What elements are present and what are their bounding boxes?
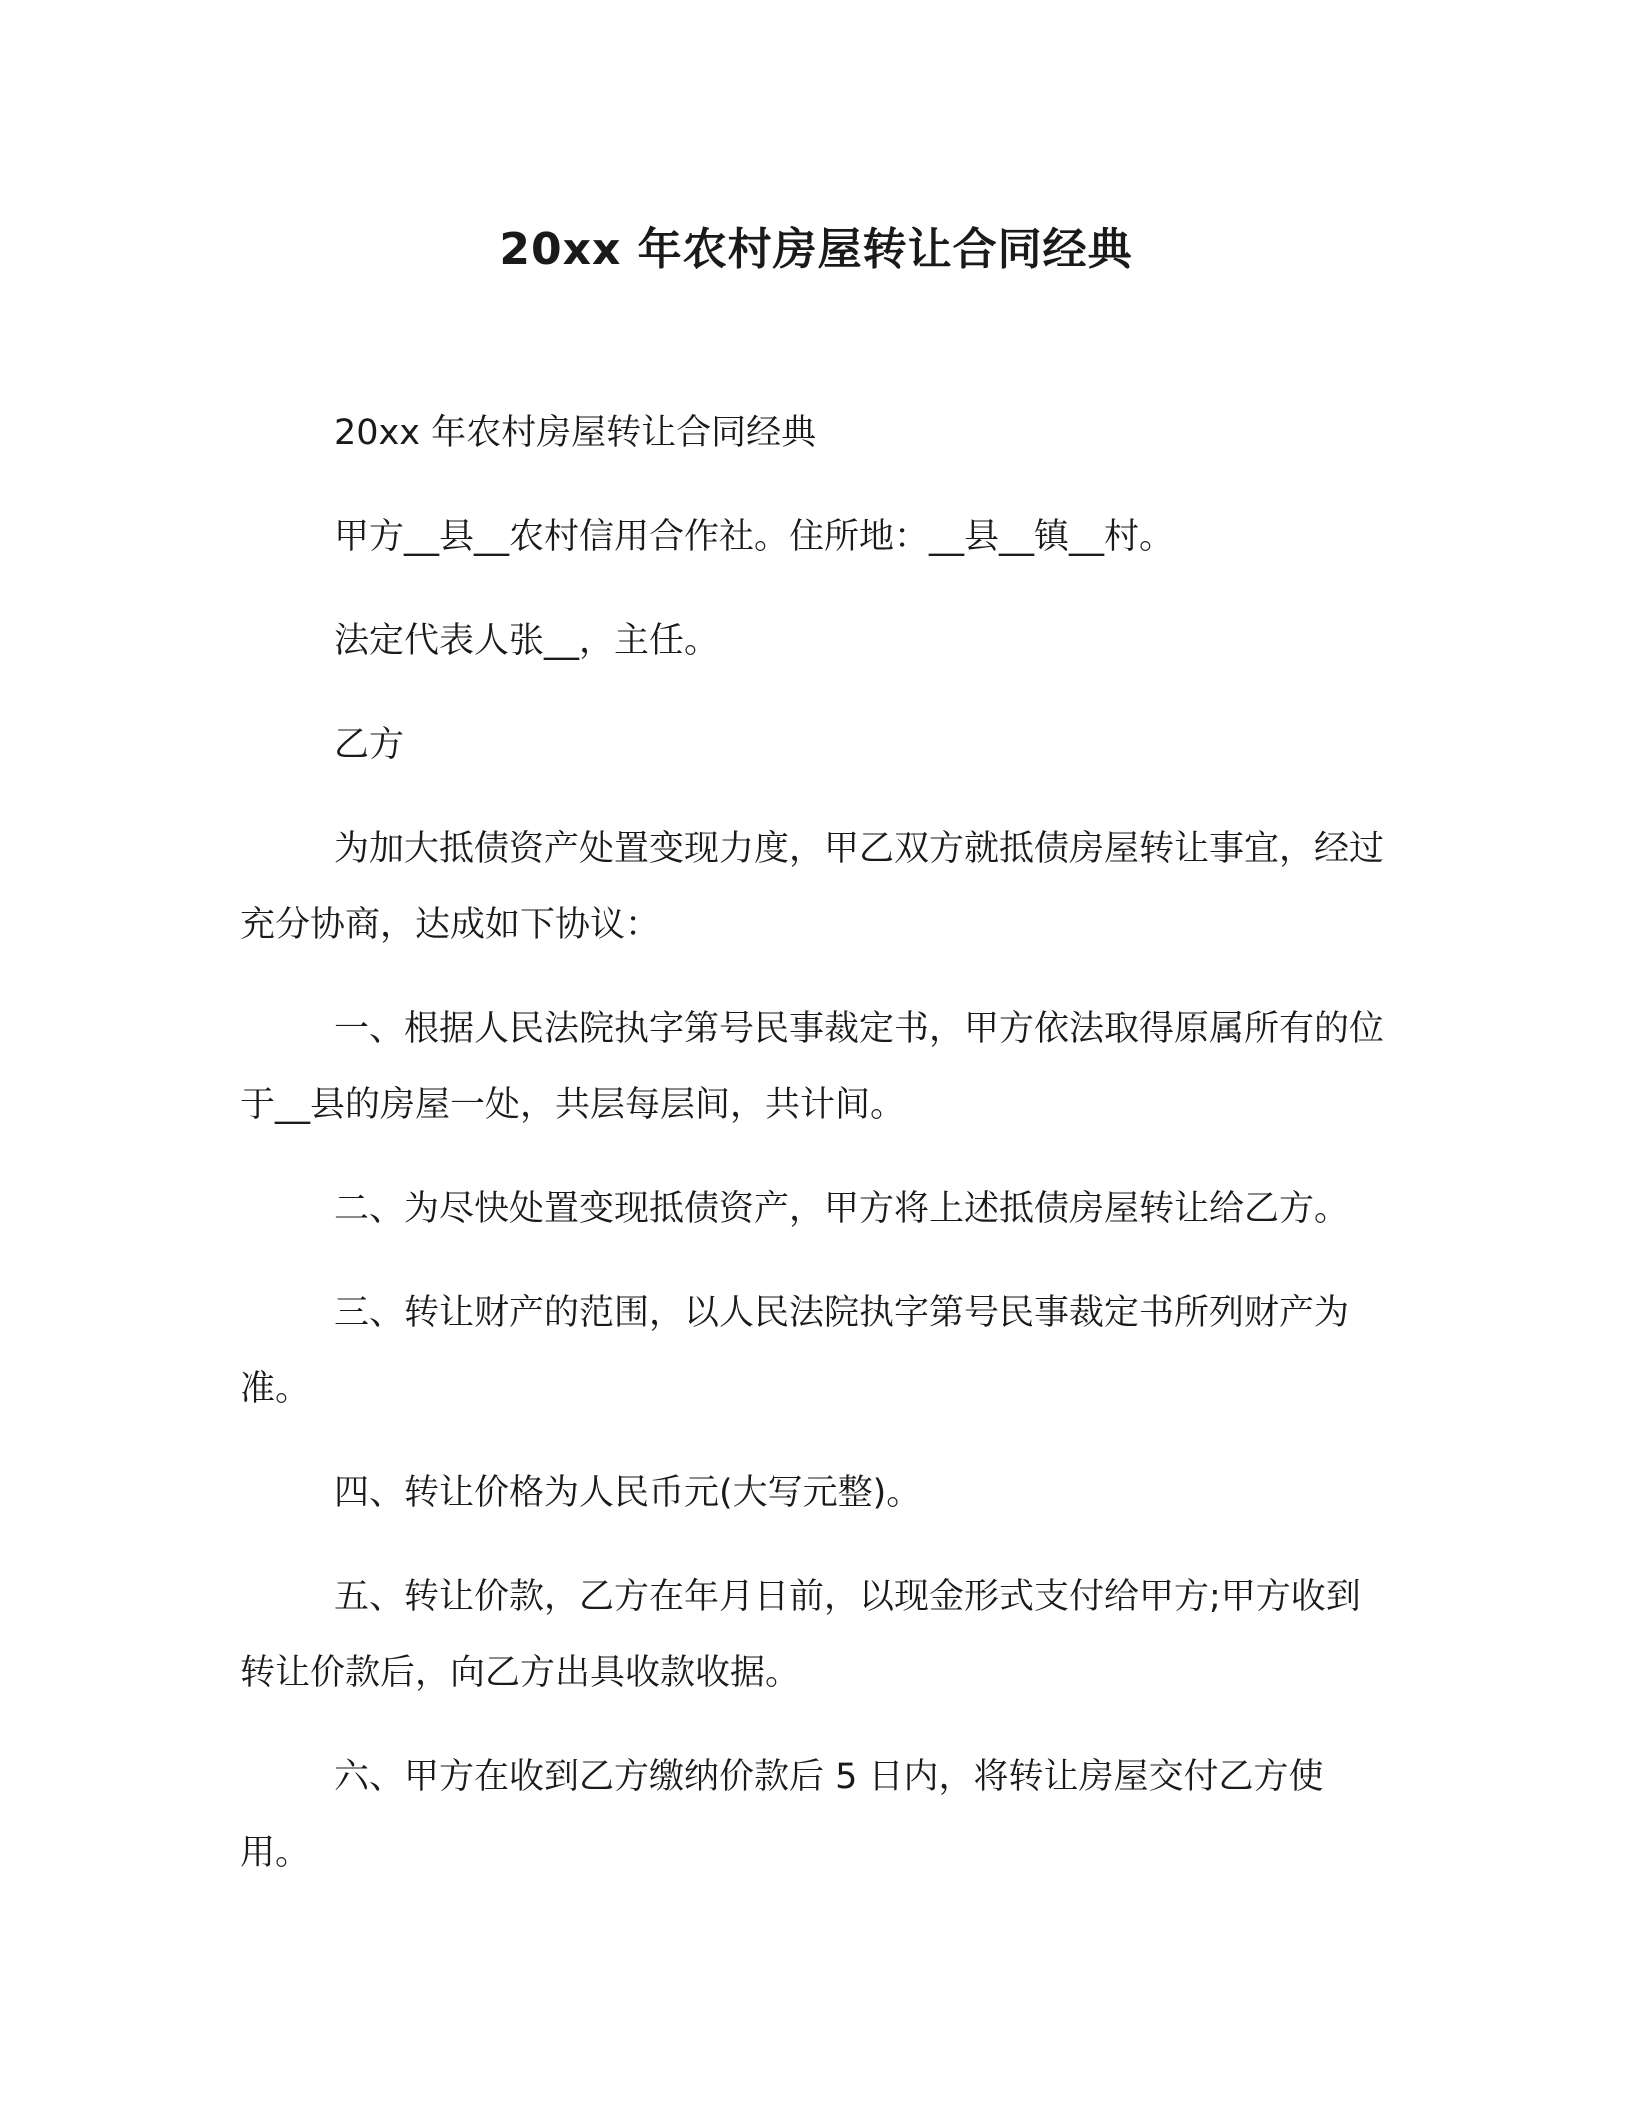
subtitle-paragraph: 20xx 年农村房屋转让合同经典: [334, 413, 817, 453]
clause-1-paragraph: 一、根据人民法院执字第号民事裁定书，甲方依法取得原属所有的位于__县的房屋一处，共层每层间，共计间。: [240, 1009, 1385, 1125]
clause-2-paragraph: 二、为尽快处置变现抵债资产，甲方将上述抵债房屋转让给乙方。: [334, 1189, 1350, 1229]
clause-6-paragraph: 六、甲方在收到乙方缴纳价款后 5 日内，将转让房屋交付乙方使用。: [240, 1757, 1324, 1873]
preamble-paragraph: 为加大抵债资产处置变现力度，甲乙双方就抵债房屋转让事宜，经过充分协商，达成如下协议：: [240, 829, 1385, 945]
legal-representative-paragraph: 法定代表人张__，主任。: [334, 621, 720, 661]
clause-3-paragraph: 三、转让财产的范围，以人民法院执字第号民事裁定书所列财产为准。: [240, 1293, 1350, 1409]
document-title: 20xx 年农村房屋转让合同经典: [499, 224, 1133, 275]
party-a-paragraph: 甲方__县__农村信用合作社。住所地：__县__镇__村。: [334, 517, 1175, 557]
document-body: [240, 395, 1390, 1919]
clause-5-paragraph: 五、转让价款，乙方在年月日前，以现金形式支付给甲方;甲方收到转让价款后，向乙方出具收款收据。: [240, 1577, 1361, 1693]
party-b-paragraph: 乙方: [334, 725, 405, 765]
clause-4-paragraph: 四、转让价格为人民币元(大写元整)。: [334, 1473, 922, 1513]
